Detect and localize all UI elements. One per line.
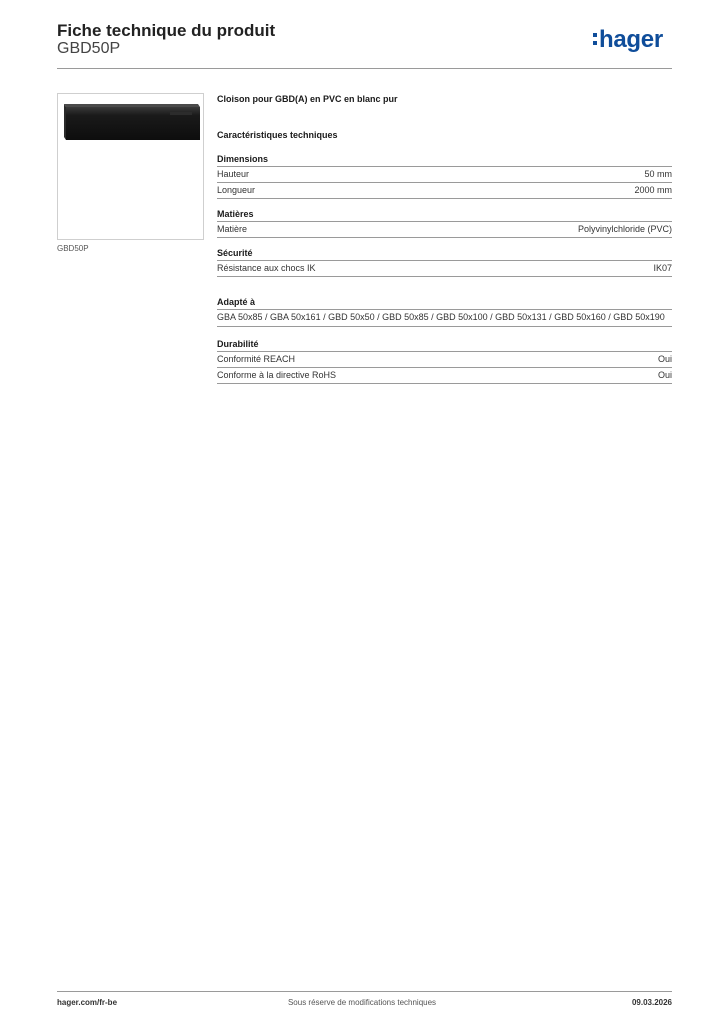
table-row	[217, 367, 672, 384]
header-divider	[57, 68, 672, 69]
table-row	[217, 351, 672, 367]
product-reference: GBD50P	[57, 40, 121, 57]
section-title: Sécurité	[217, 248, 253, 258]
product-image-frame	[57, 93, 204, 240]
footer-date: 09.03.2026	[631, 998, 672, 1007]
page-title: Fiche technique du produit	[57, 21, 276, 40]
characteristics-heading: Caractéristiques techniques	[217, 130, 338, 140]
product-caption: GBD50P	[57, 244, 89, 253]
durability-section	[217, 339, 672, 384]
strip-top-face	[64, 104, 200, 107]
security-section	[217, 248, 672, 277]
section-title: Dimensions	[217, 154, 269, 164]
row-label: Conforme à la directive RoHS	[217, 370, 337, 380]
row-value: 50 mm	[644, 169, 672, 179]
section-title: Matières	[217, 209, 254, 219]
logo-dots-icon	[593, 32, 598, 46]
row-label: Résistance aux chocs IK	[217, 263, 316, 273]
table-row	[217, 182, 672, 199]
row-value: 2000 mm	[634, 185, 672, 195]
strip-marking	[170, 112, 192, 115]
materials-section	[217, 209, 672, 238]
row-value: Polyvinylchloride (PVC)	[577, 224, 672, 234]
row-label: Matière	[217, 224, 248, 234]
section-title: Adapté à	[217, 297, 256, 307]
footer-divider	[57, 991, 672, 992]
adapted-section	[217, 297, 672, 327]
row-value: IK07	[653, 263, 672, 273]
row-label: Longueur	[217, 185, 256, 195]
technical-content	[217, 94, 672, 394]
compatible-products: GBA 50x85 / GBA 50x161 / GBD 50x50 / GBD 50x85 / GBD 50x100 / GBD 50x131 / GBD 50x160 / GBD 50x190	[217, 309, 672, 327]
product-image	[58, 94, 203, 239]
section-title: Durabilité	[217, 339, 259, 349]
strip-end-face	[64, 104, 66, 140]
table-row	[217, 221, 672, 238]
table-row	[217, 260, 672, 277]
hager-logo	[593, 26, 663, 54]
row-value: Oui	[657, 354, 672, 364]
product-description: Cloison pour GBD(A) en PVC en blanc pur	[217, 94, 398, 104]
row-label: Conformité REACH	[217, 354, 296, 364]
footer-website-link[interactable]: hager.com/fr-be	[57, 998, 118, 1007]
row-value: Oui	[657, 370, 672, 380]
logo-text: hager	[599, 26, 663, 53]
footer-notice: Sous réserve de modifications techniques	[287, 998, 437, 1007]
row-label: Hauteur	[217, 169, 250, 179]
table-row	[217, 166, 672, 182]
strip-body	[66, 107, 200, 140]
dimensions-section	[217, 154, 672, 199]
